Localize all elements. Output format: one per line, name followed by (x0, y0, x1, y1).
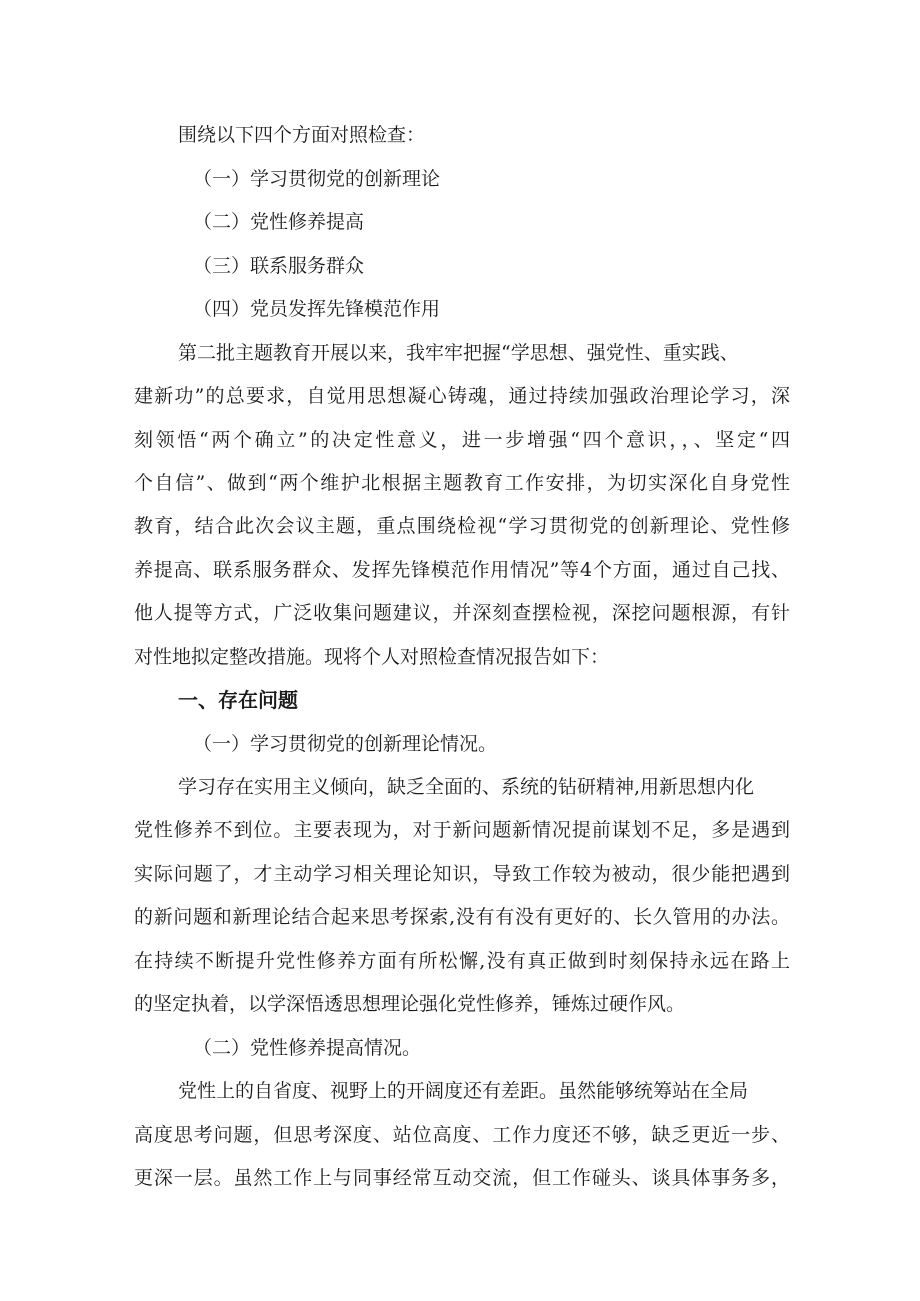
paragraph-line: 对性地拟定整改措施。现将个人对照检查情况报告如下： (134, 646, 610, 668)
subsection-title: （二）党性修养提高情况。 (193, 1037, 422, 1059)
paragraph-line: 的新问题和新理论结合起来思考探索,没有有没有更好的、长久管用的办法。 (134, 906, 790, 928)
paragraph-line: 建新功”的总要求，自觉用思想凝心铸魂，通过持续加强政治理论学习，深 (134, 385, 790, 407)
aspect-item: （三）联系服务群众 (193, 255, 365, 277)
paragraph-line: 的坚定执着，以学深悟透思想理论强化党性修养，锤炼过硬作风。 (134, 993, 686, 1015)
paragraph-line: 实际问题了，才主动学习相关理论知识，导致工作较为被动，很少能把遇到 (134, 863, 790, 885)
paragraph-line: 第二批主题教育开展以来，我牢牢把握“学思想、强党性、重实践、 (178, 342, 739, 364)
aspect-item: （二）党性修养提高 (193, 211, 365, 233)
intro-text: 围绕以下四个方面对照检查： (178, 124, 426, 146)
paragraph-line: 高度思考问题，但思考深度、站位高度、工作力度还不够，缺乏更近一步、 (134, 1124, 790, 1146)
paragraph-line: 党性修养不到位。主要表现为，对于新问题新情况提前谋划不足，多是遇到 (134, 819, 790, 841)
paragraph-line: 个自信”、做到“两个维护北根据主题教育工作安排，为切实深化自身党性 (134, 472, 790, 494)
paragraph-line: 学习存在实用主义倾向，缺乏全面的、系统的钻研精神,用新思想内化 (178, 776, 755, 798)
paragraph-line: 他人提等方式，广泛收集问题建议，并深刻查摆检视，深挖问题根源，有针 (134, 602, 790, 624)
subsection-title: （一）学习贯彻党的创新理论情况。 (193, 733, 498, 755)
paragraph-line: 在持续不断提升党性修养方面有所松懈,没有真正做到时刻保持永远在路上 (134, 950, 790, 972)
aspect-item: （四）党员发挥先锋模范作用 (193, 298, 441, 320)
paragraph-line: 更深一层。虽然工作上与同事经常互动交流，但工作碰头、谈具体事务多， (134, 1167, 790, 1189)
paragraph-line: 党性上的自省度、视野上的开阔度还有差距。虽然能够统筹站在全局 (178, 1080, 749, 1102)
paragraph-line: 刻领悟“两个确立”的决定性意义，进一步增强“四个意识，，、坚定“四 (134, 429, 790, 451)
paragraph-line: 教育，结合此次会议主题，重点围绕检视“学习贯彻党的创新理论、党性修 (134, 515, 790, 537)
paragraph-line: 养提高、联系服务群众、发挥先锋模范作用情况”等4个方面，通过自己找、 (134, 559, 790, 581)
section-heading: 一、存在问题 (178, 688, 298, 712)
aspect-item: （一）学习贯彻党的创新理论 (193, 168, 441, 190)
